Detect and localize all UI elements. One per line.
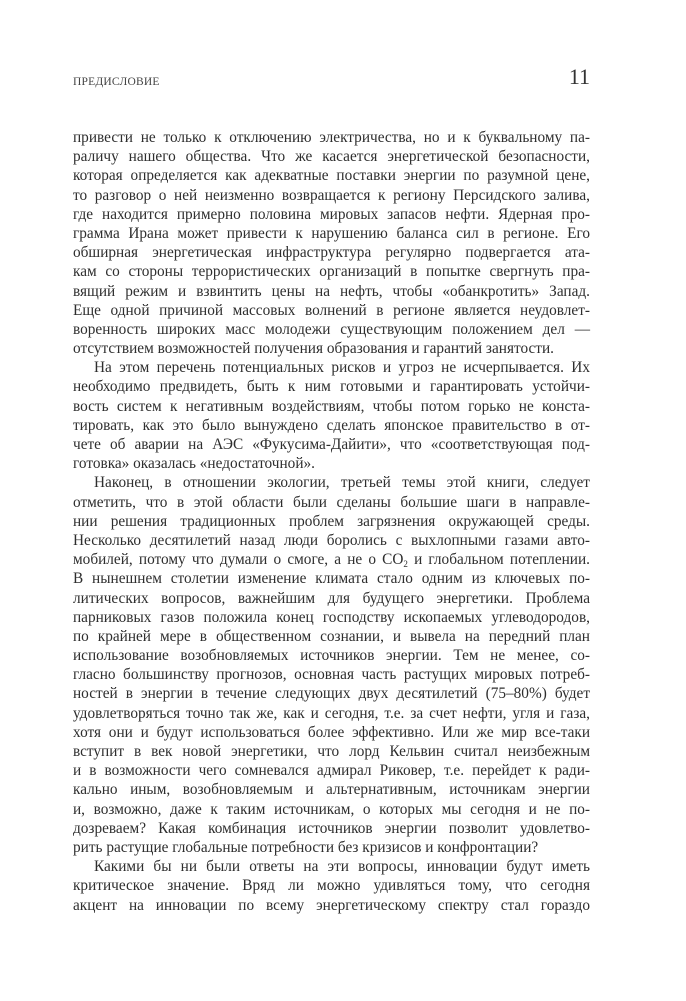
text-line: грамма Ирана может привести к нарушению баланса сил в регионе. Его [73,224,590,242]
text-line: отметить, что в этой области были сделаны большие шаги в направле- [73,493,590,511]
text-line: привести не только к отключению электричества, но и к буквальному па- [73,129,590,146]
text-line: по крайней мере в общественном сознании, и вывела на передний план [73,627,590,645]
text-line: воренность широких масс молодежи существующим положением дел — [73,320,590,338]
text-line: которая определяется как адекватные поставки энергии по разумной цене, [73,167,590,185]
text-line: нии решения традиционных проблем загрязнения окружающей среды. [73,512,590,530]
paragraph [73,358,590,473]
text-line: вость систем к негативным воздействиям, чтобы потом горько не конста- [73,397,590,415]
text-line: отсутствием возможностей получения образования и гарантий занятости. [73,340,554,358]
text-line: литических вопросов, важнейшим для будущего энергетики. Проблема [73,589,590,607]
paragraph [73,128,590,358]
text-line: хотя они и будут использоваться более эффективно. Или же мир все-таки [73,723,590,741]
text-line: необходимо предвидеть, быть к ним готовыми и гарантировать устойчи- [73,378,590,396]
paragraph [73,473,590,857]
subscript: 2 [403,559,408,570]
text-line: На этом перечень потенциальных рисков и угроз не исчерпывается. Их [94,359,590,377]
text-line: обширная энергетическая инфраструктура регулярно подвергается ата- [73,244,590,262]
text-line: рить растущие глобальные потребности без кризисов и конфронтации? [73,838,539,856]
body-text [73,128,590,915]
text-line: использование возобновляемых источников энергии. Тем не менее, со- [73,647,590,665]
text-line: удовлетворяться точно так же, как и сегодня, т.е. за счет нефти, угля и газа, [73,704,590,722]
text-line: чете об аварии на АЭС «Фукусима-Дайити», что «соответствующая под- [73,436,590,453]
text-line: и, возможно, даже к таким источникам, о которых мы сегодня и не по- [73,800,590,818]
page-number: 11 [568,64,590,89]
text-line: В нынешнем столетии изменение климата стало одним из ключевых по- [73,570,590,588]
text-line: вящий режим и взвинтить цены на нефть, чтобы «обанкротить» Запад. [73,282,590,300]
text-line: Какими бы ни были ответы на эти вопросы, инновации будут иметь [94,858,590,876]
text-line: дозреваем? Какая комбинация источников энергии позволит удовлетво- [73,819,590,837]
text-line: мобилей, потому что думали о смоге, а не о $CO_2$ и глобальном потеплении. [73,551,590,570]
text-line: гласно большинству прогнозов, основная часть растущих мировых потреб- [73,666,590,684]
text-line: ностей в энергии в течение следующих двух десятилетий (75–80%) будет [73,685,590,703]
text-line: кам со стороны террористических организаций в попытке свергнуть пра- [73,263,590,281]
text-line: Несколько десятилетий назад люди боролись с выхлопными газами авто- [73,531,590,549]
text-line: где находится примерно половина мировых запасов нефти. Ядерная про- [73,205,590,223]
text-line: тировать, как это было вынуждено сделать японское правительство в от- [73,416,590,434]
text-line: Еще одной причиной массовых волнений в регионе является неудовлет- [73,301,590,319]
text-line: вступит в век новой энергетики, что лорд Кельвин считал неизбежным [73,743,590,760]
text-line: то разговор о ней неизменно возвращается к региону Персидского залива, [73,186,590,204]
paragraph [73,857,590,915]
text-line: критическое значение. Вряд ли можно удивляться тому, что сегодня [73,877,590,895]
running-head: ПРЕДИСЛОВИЕ [73,76,160,88]
text-line: парниковых газов положила конец господству ископаемых углеводородов, [73,608,590,626]
text-line: готовка» оказалась «недостаточной». [73,455,315,473]
text-line: кально иным, возобновляемым и альтернативным, источникам энергии [73,781,590,799]
text-line: и в возможности чего сомневался адмирал Риковер, т.е. перейдет к ради- [73,762,590,780]
text-line: акцент на инновации по всему энергетическому спектру стал гораздо [73,896,590,914]
text-line: Наконец, в отношении экологии, третьей темы этой книги, следует [94,474,590,492]
text-line: раличу нашего общества. Что же касается энергетической безопасности, [73,148,590,166]
